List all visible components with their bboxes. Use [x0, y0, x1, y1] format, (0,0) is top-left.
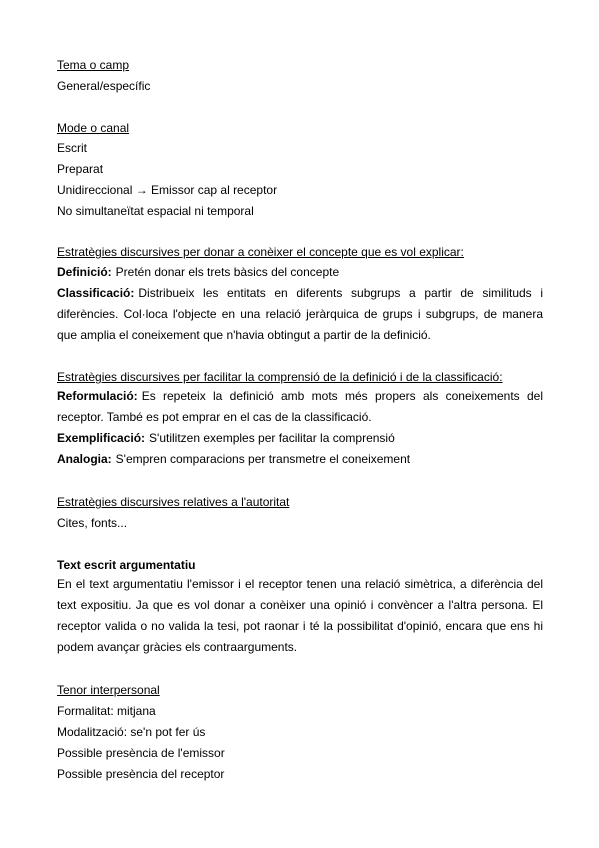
definition-item — [57, 449, 543, 470]
heading-estrategies-comprensio: Estratègies discursives per facilitar la comprensió de la definició i de la classificació: — [57, 370, 503, 384]
text-line: Escrit — [57, 141, 87, 155]
definition-term: Definició: — [57, 265, 112, 279]
text-line: Modalització: se'n pot fer ús — [57, 725, 206, 739]
heading-tenor-interpersonal: Tenor interpersonal — [57, 683, 160, 697]
definition-text: S'empren comparacions per transmetre el coneixement — [115, 452, 411, 466]
definition-text: Es repeteix la definició amb mots més propers als coneixements del receptor. També es pot emprar en el cas de la classificació. — [57, 389, 543, 424]
body-paragraph: En el text argumentatiu l'emissor i el receptor tenen una relació simètrica, a diferència del text expositiu. Ja que es vol donar a conèixer una opinió i convèncer a l'altra persona. El receptor valida o no valida la tesi, pot raonar i té la possibilitat d'opinió, encara que ens hi podem avançar gràcies els contraarguments. — [57, 577, 543, 654]
text-line: Preparat — [57, 162, 104, 176]
definition-item — [57, 283, 543, 346]
definition-term: Classificació: — [57, 286, 135, 300]
definition-item — [57, 262, 543, 283]
definition-term: Reformulació: — [57, 389, 138, 403]
text-line: Unidireccional → Emissor cap al receptor — [57, 183, 278, 197]
text-line: Possible presència del receptor — [57, 767, 225, 781]
text-line: Formalitat: mitjana — [57, 704, 156, 718]
text-line: General/específic — [57, 79, 151, 93]
definition-term: Exemplificació: — [57, 431, 146, 445]
definition-term: Analogia: — [57, 452, 112, 466]
heading-estrategies-autoritat: Estratègies discursives relatives a l'autoritat — [57, 495, 290, 509]
definition-item — [57, 386, 543, 428]
heading-tema-o-camp: Tema o camp — [57, 58, 130, 72]
definition-text: Distribueix les entitats en diferents subgrups a partir de similituds i diferències. Col·loca l'objecte en una relació jeràrquica de grups i subgrups, de manera que amplia el coneixement que n'havia obtingut a partir de la definició. — [57, 286, 543, 342]
definition-text: Pretén donar els trets bàsics del concepte — [115, 265, 340, 279]
text-line: No simultaneïtat espacial ni temporal — [57, 204, 254, 218]
definition-text: S'utilitzen exemples per facilitar la comprensió — [149, 431, 395, 445]
definition-item — [57, 428, 543, 449]
text-line: Possible presència de l'emissor — [57, 746, 225, 760]
text-line: Cites, fonts... — [57, 516, 128, 530]
heading-mode-o-canal: Mode o canal — [57, 121, 130, 135]
heading-text-argumentatiu: Text escrit argumentatiu — [57, 558, 196, 572]
heading-estrategies-concepte: Estratègies discursives per donar a conèixer el concepte que es vol explicar: — [57, 245, 464, 259]
